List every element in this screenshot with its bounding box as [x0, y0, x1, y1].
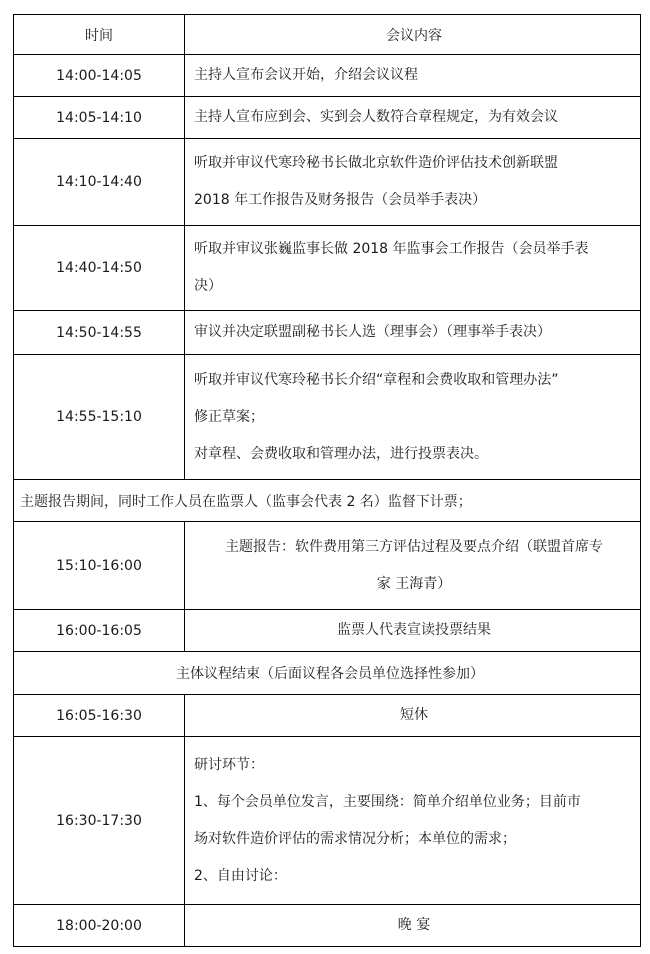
content-cell	[185, 355, 641, 480]
table-header-row	[14, 15, 641, 55]
content-cell	[185, 610, 641, 652]
content-cell	[185, 311, 641, 355]
header-time: 时间	[14, 15, 185, 55]
full-width-note: 主体议程结束（后面议程各会员单位选择性参加）	[14, 652, 641, 695]
table-row	[14, 139, 641, 226]
table-row	[14, 905, 641, 947]
time-cell: 16:00-16:05	[14, 610, 185, 652]
content-line: 主题报告：软件费用第三方评估过程及要点介绍（联盟首席专	[225, 538, 603, 555]
time-cell: 16:30-17:30	[14, 737, 185, 905]
table-row	[14, 610, 641, 652]
table-row	[14, 97, 641, 139]
table-row	[14, 226, 641, 311]
time-cell: 16:05-16:30	[14, 695, 185, 737]
time-cell: 14:40-14:50	[14, 226, 185, 311]
table-row	[14, 522, 641, 610]
content-line: 家 王海青）	[376, 575, 452, 592]
content-line: 2、自由讨论：	[194, 867, 287, 884]
table-row	[14, 737, 641, 905]
agenda-table	[13, 14, 641, 947]
content-line: 场对软件造价评估的需求情况分析；本单位的需求；	[194, 830, 516, 847]
content-line: 听取并审议代寒玲秘书长做北京软件造价评估技术创新联盟	[194, 155, 558, 171]
time-cell: 14:00-14:05	[14, 55, 185, 97]
table-row	[14, 55, 641, 97]
content-cell	[185, 522, 641, 610]
content-line: 审议并决定联盟副秘书长人选（理事会）（理事举手表决）	[194, 324, 551, 340]
content-line: 听取并审议张巍监事长做 2018 年监事会工作报告（会员举手表	[194, 241, 589, 257]
table-row	[14, 695, 641, 737]
content-cell	[185, 97, 641, 139]
content-cell	[185, 905, 641, 947]
table-row-full	[14, 480, 641, 522]
content-line: 对章程、会费收取和管理办法，进行投票表决。	[194, 445, 488, 462]
time-cell: 14:05-14:10	[14, 97, 185, 139]
content-line: 决）	[194, 278, 222, 294]
content-line: 修正草案；	[194, 408, 264, 425]
content-line: 主持人宣布会议开始，介绍会议议程	[194, 67, 418, 83]
content-line: 听取并审议代寒玲秘书长介绍“章程和会费收取和管理办法”	[194, 371, 559, 388]
table-row	[14, 355, 641, 480]
time-cell: 14:55-15:10	[14, 355, 185, 480]
content-line: 短休	[400, 707, 428, 723]
table-row-full	[14, 652, 641, 695]
content-line: 监票人代表宣读投票结果	[337, 622, 491, 638]
content-cell	[185, 226, 641, 311]
content-cell	[185, 695, 641, 737]
content-cell	[185, 55, 641, 97]
content-line: 主持人宣布应到会、实到会人数符合章程规定，为有效会议	[194, 109, 558, 125]
content-line: 晚 宴	[397, 917, 431, 933]
table-row	[14, 311, 641, 355]
content-line: 1、每个会员单位发言，主要围绕：简单介绍单位业务；目前市	[194, 793, 581, 810]
time-cell: 14:10-14:40	[14, 139, 185, 226]
content-line: 2018 年工作报告及财务报告（会员举手表决）	[194, 192, 487, 208]
content-cell	[185, 737, 641, 905]
content-line: 研讨环节：	[194, 756, 264, 773]
time-cell: 15:10-16:00	[14, 522, 185, 610]
time-cell: 18:00-20:00	[14, 905, 185, 947]
content-cell	[185, 139, 641, 226]
header-content: 会议内容	[185, 15, 641, 55]
time-cell: 14:50-14:55	[14, 311, 185, 355]
full-width-note: 主题报告期间，同时工作人员在监票人（监事会代表 2 名）监督下计票；	[14, 480, 641, 522]
